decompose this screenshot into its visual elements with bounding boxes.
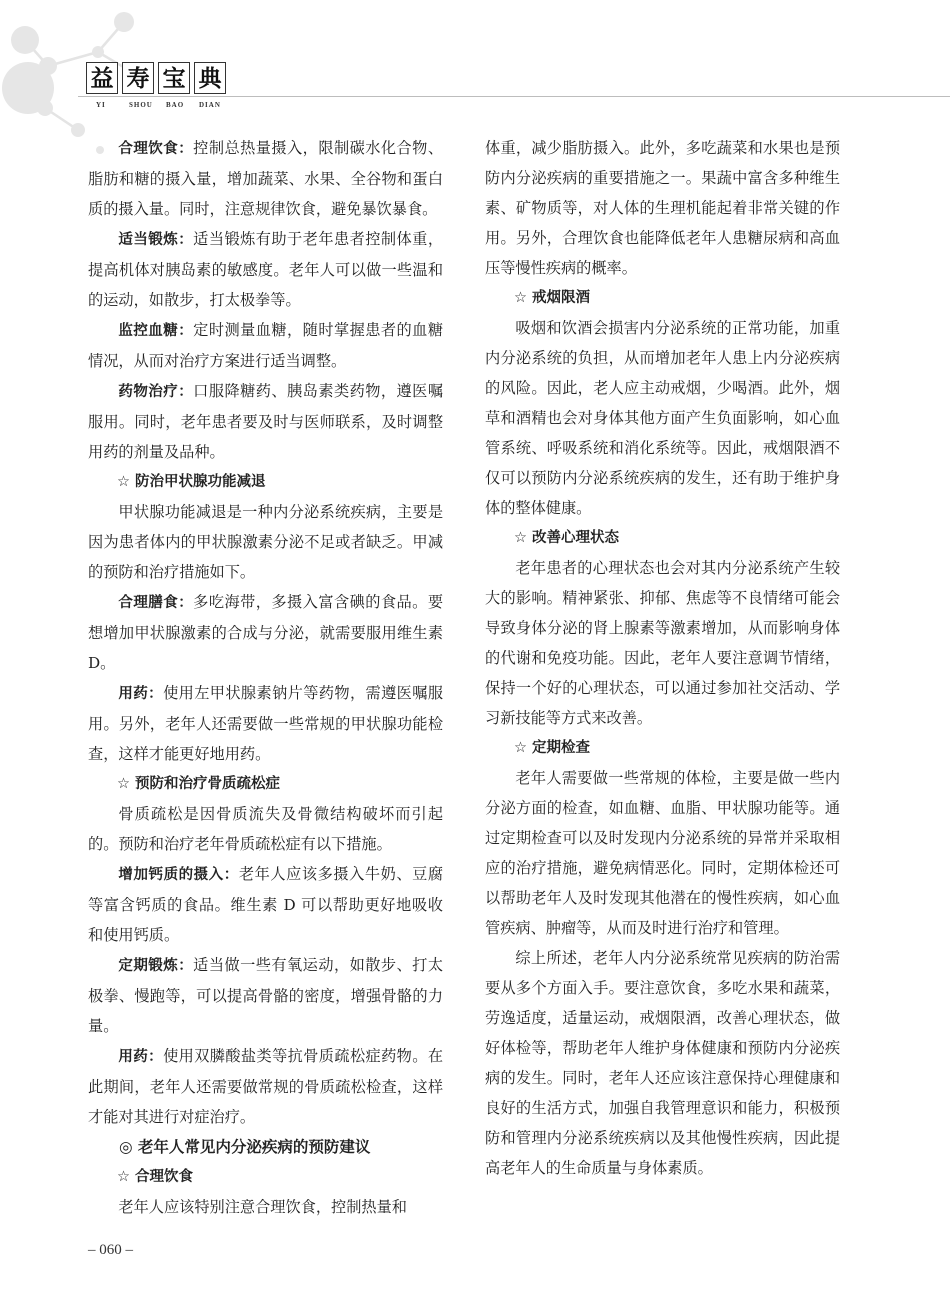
paragraph — [88, 133, 443, 224]
brand-char-bao: 宝 — [158, 62, 190, 94]
right-column — [485, 133, 840, 1183]
left-column — [88, 133, 443, 1222]
paragraph-text: 适当锻炼有助于老年患者控制体重，提高机体对胰岛素的敏感度。老年人可以做一些温和的运动，如散步，打太极拳等。 — [88, 230, 444, 309]
paragraph: 老年人需要做一些常规的体检，主要是做一些内分泌方面的检查，如血糖、血脂、甲状腺功能等。通过定期检查可以及时发现内分泌系统的异常并采取相应的治疗措施，避免病情恶化。同时，定期体检还可以帮助老年人及时发现其他潜在的慢性疾病，如心血管疾病、肿瘤等，从而及时进行治疗和管理。 — [485, 769, 840, 937]
paragraph-label: 定期锻炼： — [118, 958, 194, 974]
paragraph-text: 控制总热量摄入，限制碳水化合物、脂肪和糖的摄入量，增加蔬菜、水果、全谷物和蛋白质的摄入量。同时，注意规律饮食，避免暴饮暴食。 — [88, 139, 444, 218]
paragraph — [88, 376, 443, 467]
paragraph-label: 药物治疗： — [118, 384, 194, 400]
page-number: – 060 – — [88, 1242, 133, 1258]
paragraph — [88, 859, 443, 950]
paragraph — [88, 678, 443, 769]
pinyin-bao: BAO — [166, 101, 185, 109]
paragraph: 综上所述，老年人内分泌系统常见疾病的防治需要从多个方面入手。要注意饮食，多吃水果和蔬菜，劳逸适度，适量运动，戒烟限酒，改善心理状态，做好体检等，帮助老年人维护身体健康和预防内分泌疾病的发生。同时，老年人还应该注意保持心理健康和良好的生活方式，加强自我管理意识和能力，积极预防和管理内分泌系统疾病以及其他慢性疾病，因此提高老年人的生命质量与身体素质。 — [485, 949, 840, 1177]
brand-char-yi: 益 — [86, 62, 118, 94]
paragraph: 老年人应该特别注意合理饮食，控制热量和 — [118, 1198, 407, 1216]
brand-char-shou: 寿 — [122, 62, 154, 94]
paragraph-label: 用药： — [118, 1049, 164, 1065]
header-rule — [78, 96, 950, 97]
section-heading: ☆ 合理饮食 — [117, 1169, 194, 1185]
paragraph-text: 老年人应该多摄入牛奶、豆腐等富含钙质的食品。维生素 D 可以帮助更好地吸收和使用钙质。 — [88, 865, 443, 944]
brand-char-dian: 典 — [194, 62, 226, 94]
paragraph-text: 适当做一些有氧运动，如散步、打太极拳、慢跑等，可以提高骨骼的密度，增强骨骼的力量。 — [88, 956, 444, 1035]
paragraph: 老年患者的心理状态也会对其内分泌系统产生较大的影响。精神紧张、抑郁、焦虑等不良情绪可能会导致身体分泌的肾上腺素等激素增加，从而影响身体的代谢和免疫功能。因此，老年人要注意调节情绪，保持一个好的心理状态，可以通过参加社交活动、学习新技能等方式来改善。 — [485, 559, 840, 727]
paragraph — [88, 587, 443, 678]
paragraph-text: 多吃海带，多摄入富含碘的食品。要想增加甲状腺激素的合成与分泌，就需要服用维生素 D。 — [88, 593, 444, 672]
paragraph-label: 合理膳食： — [118, 595, 194, 611]
section-heading: ☆ 预防和治疗骨质疏松症 — [117, 776, 281, 792]
pinyin-yi: YI — [96, 101, 106, 109]
paragraph-label: 监控血糖： — [118, 323, 194, 339]
paragraph: 吸烟和饮酒会损害内分泌系统的正常功能，加重内分泌系统的负担，从而增加老年人患上内分泌疾病的风险。因此，老人应主动戒烟，少喝酒。此外，烟草和酒精也会对身体其他方面产生负面影响，如心血管系统、呼吸系统和消化系统等。因此，戒烟限酒不仅可以预防内分泌系统疾病的发生，还有助于维护身体的整体健康。 — [485, 319, 840, 517]
paragraph: 甲状腺功能减退是一种内分泌系统疾病，主要是因为患者体内的甲状腺激素分泌不足或者缺乏。甲减的预防和治疗措施如下。 — [88, 503, 443, 581]
paragraph-label: 增加钙质的摄入： — [118, 867, 239, 883]
brand-logo — [86, 62, 226, 94]
pinyin-shou: SHOU — [129, 101, 153, 109]
paragraph — [88, 1041, 443, 1132]
paragraph: 骨质疏松是因骨质流失及骨微结构破坏而引起的。预防和治疗老年骨质疏松症有以下措施。 — [88, 805, 443, 853]
paragraph-text: 使用左甲状腺素钠片等药物，需遵医嘱服用。另外，老年人还需要做一些常规的甲状腺功能检查，这样才能更好地用药。 — [88, 684, 444, 763]
paragraph — [88, 224, 443, 315]
paragraph: 体重，减少脂肪摄入。此外，多吃蔬菜和水果也是预防内分泌疾病的重要措施之一。果蔬中富含多种维生素、矿物质等，对人体的生理机能起着非常关键的作用。另外，合理饮食也能降低老年人患糖尿病和高血压等慢性疾病的概率。 — [485, 139, 840, 277]
paragraph — [88, 950, 443, 1041]
paragraph-label: 适当锻炼： — [118, 232, 194, 248]
paragraph-text: 使用双膦酸盐类等抗骨质疏松症药物。在此期间，老年人还需要做常规的骨质疏松检查，这样才能对其进行对症治疗。 — [88, 1047, 444, 1126]
paragraph-text: 口服降糖药、胰岛素类药物，遵医嘱服用。同时，老年患者要及时与医师联系，及时调整用药的剂量及品种。 — [88, 382, 444, 461]
section-heading: ☆ 定期检查 — [514, 740, 591, 756]
paragraph-text: 定时测量血糖，随时掌握患者的血糖情况，从而对治疗方案进行适当调整。 — [88, 321, 444, 370]
section-heading: ☆ 防治甲状腺功能减退 — [117, 474, 266, 490]
paragraph-label: 合理饮食： — [118, 141, 194, 157]
section-heading: ☆ 戒烟限酒 — [514, 290, 591, 306]
paragraph-label: 用药： — [118, 686, 164, 702]
paragraph — [88, 315, 443, 376]
chapter-heading: ◎ 老年人常见内分泌疾病的预防建议 — [119, 1138, 371, 1156]
section-heading: ☆ 改善心理状态 — [514, 530, 620, 546]
pinyin-dian: DIAN — [199, 101, 221, 109]
